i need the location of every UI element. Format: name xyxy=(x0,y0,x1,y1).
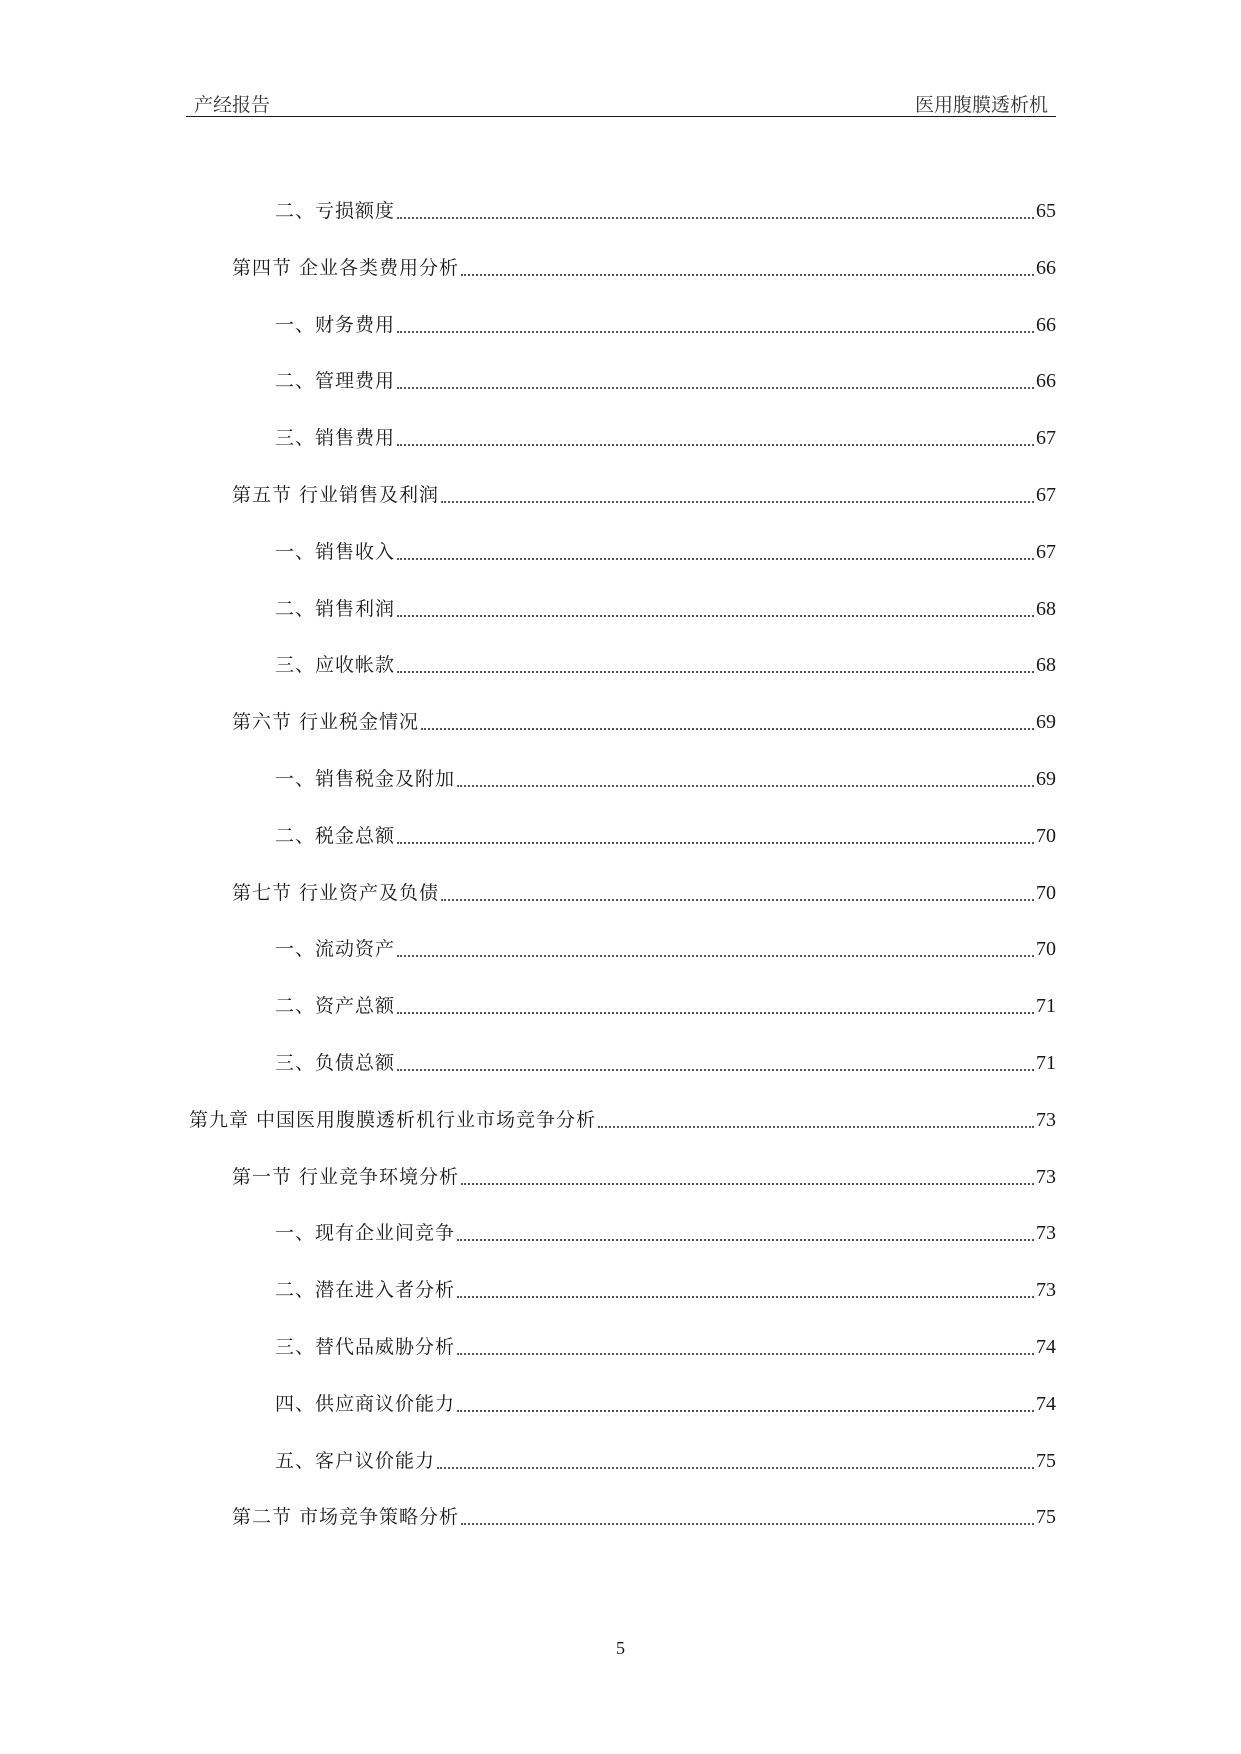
toc-entry[interactable] xyxy=(232,1162,1056,1192)
toc-entry-title: 二、税金总额 xyxy=(275,825,396,847)
toc-entry[interactable] xyxy=(232,480,1056,510)
toc-entry[interactable] xyxy=(232,1502,1056,1532)
toc-dot-leader xyxy=(598,1120,1034,1128)
toc-entry-title: 二、潜在进入者分析 xyxy=(275,1279,456,1301)
toc-dot-leader xyxy=(397,438,1034,446)
toc-entry-page: 75 xyxy=(1036,1506,1056,1528)
toc-entry[interactable] xyxy=(275,537,1056,567)
toc-entry-title: 四、供应商议价能力 xyxy=(275,1393,456,1415)
toc-entry-page: 74 xyxy=(1036,1336,1056,1358)
toc-entry-title: 五、客户议价能力 xyxy=(275,1450,436,1472)
toc-entry[interactable] xyxy=(232,878,1056,908)
toc-entry[interactable] xyxy=(275,991,1056,1021)
toc-dot-leader xyxy=(461,268,1034,276)
toc-entry-page: 66 xyxy=(1036,257,1056,279)
toc-entry[interactable] xyxy=(275,594,1056,624)
toc-entry[interactable] xyxy=(275,1218,1056,1248)
toc-dot-leader xyxy=(457,779,1034,787)
toc-entry-page: 66 xyxy=(1036,314,1056,336)
toc-dot-leader xyxy=(457,1347,1034,1355)
toc-dot-leader xyxy=(461,1517,1034,1525)
header-left-title: 产经报告 xyxy=(194,94,271,116)
toc-entry-title: 一、销售税金及附加 xyxy=(275,768,456,790)
toc-dot-leader xyxy=(441,893,1034,901)
toc-entry-title: 三、负债总额 xyxy=(275,1052,396,1074)
toc-entry[interactable] xyxy=(275,821,1056,851)
toc-entry[interactable] xyxy=(275,1275,1056,1305)
toc-entry-title: 第一节 行业竞争环境分析 xyxy=(232,1166,460,1188)
toc-dot-leader xyxy=(397,665,1034,673)
toc-dot-leader xyxy=(397,381,1034,389)
toc-dot-leader xyxy=(457,1404,1034,1412)
toc-dot-leader xyxy=(437,1461,1034,1469)
toc-entry-page: 74 xyxy=(1036,1393,1056,1415)
toc-entry-page: 67 xyxy=(1036,427,1056,449)
toc-entry[interactable] xyxy=(275,423,1056,453)
toc-entry-title: 第六节 行业税金情况 xyxy=(232,711,420,733)
toc-entry-title: 一、财务费用 xyxy=(275,314,396,336)
toc-entry-page: 73 xyxy=(1036,1166,1056,1188)
toc-entry[interactable] xyxy=(275,1048,1056,1078)
toc-entry-title: 第二节 市场竞争策略分析 xyxy=(232,1506,460,1528)
toc-entry[interactable] xyxy=(275,196,1056,226)
toc-entry-title: 第九章 中国医用腹膜透析机行业市场竞争分析 xyxy=(189,1109,597,1131)
page-number: 5 xyxy=(616,1638,625,1658)
toc-entry-page: 70 xyxy=(1036,882,1056,904)
toc-entry-page: 75 xyxy=(1036,1450,1056,1472)
toc-entry[interactable] xyxy=(275,310,1056,340)
toc-entry-page: 68 xyxy=(1036,598,1056,620)
toc-dot-leader xyxy=(397,1063,1034,1071)
toc-entry-page: 68 xyxy=(1036,654,1056,676)
toc-entry-title: 第七节 行业资产及负债 xyxy=(232,882,440,904)
toc-dot-leader xyxy=(457,1233,1034,1241)
toc-entry-page: 67 xyxy=(1036,484,1056,506)
toc-entry-title: 二、管理费用 xyxy=(275,370,396,392)
toc-entry-page: 71 xyxy=(1036,1052,1056,1074)
toc-entry-page: 73 xyxy=(1036,1109,1056,1131)
toc-dot-leader xyxy=(421,722,1034,730)
toc-entry-title: 三、替代品威胁分析 xyxy=(275,1336,456,1358)
toc-entry-title: 二、销售利润 xyxy=(275,598,396,620)
toc-entry[interactable] xyxy=(275,366,1056,396)
toc-entry-page: 65 xyxy=(1036,200,1056,222)
toc-entry-title: 第四节 企业各类费用分析 xyxy=(232,257,460,279)
toc-entry[interactable] xyxy=(275,1332,1056,1362)
toc-entry-title: 一、销售收入 xyxy=(275,541,396,563)
toc-entry-page: 73 xyxy=(1036,1279,1056,1301)
toc-entry-title: 一、流动资产 xyxy=(275,938,396,960)
toc-dot-leader xyxy=(397,552,1034,560)
toc-entry-page: 70 xyxy=(1036,825,1056,847)
toc-entry[interactable] xyxy=(275,1389,1056,1419)
toc-entry-page: 71 xyxy=(1036,995,1056,1017)
toc-dot-leader xyxy=(397,949,1034,957)
toc-entry-page: 67 xyxy=(1036,541,1056,563)
toc-entry-page: 66 xyxy=(1036,370,1056,392)
toc-entry-page: 69 xyxy=(1036,768,1056,790)
toc-entry-title: 第五节 行业销售及利润 xyxy=(232,484,440,506)
page-header xyxy=(186,84,1056,117)
toc-entry-title: 二、资产总额 xyxy=(275,995,396,1017)
toc-dot-leader xyxy=(397,609,1034,617)
toc-entry-title: 二、亏损额度 xyxy=(275,200,396,222)
toc-entry[interactable] xyxy=(275,934,1056,964)
toc-dot-leader xyxy=(457,1290,1034,1298)
toc-dot-leader xyxy=(397,1006,1034,1014)
toc-entry[interactable] xyxy=(275,650,1056,680)
header-right-title: 医用腹膜透析机 xyxy=(914,94,1048,116)
toc-entry-page: 69 xyxy=(1036,711,1056,733)
toc-entry-title: 三、销售费用 xyxy=(275,427,396,449)
toc-entry-page: 73 xyxy=(1036,1222,1056,1244)
toc-dot-leader xyxy=(397,325,1034,333)
toc-dot-leader xyxy=(397,836,1034,844)
toc-entry[interactable] xyxy=(232,253,1056,283)
toc-entry[interactable] xyxy=(275,764,1056,794)
toc-entry[interactable] xyxy=(232,707,1056,737)
toc-entry[interactable] xyxy=(189,1105,1056,1135)
toc-dot-leader xyxy=(461,1177,1034,1185)
toc-entry-title: 三、应收帐款 xyxy=(275,654,396,676)
toc-dot-leader xyxy=(441,495,1034,503)
toc-entry[interactable] xyxy=(275,1446,1056,1476)
toc-entry-page: 70 xyxy=(1036,938,1056,960)
toc-dot-leader xyxy=(397,211,1034,219)
toc-entry-title: 一、现有企业间竞争 xyxy=(275,1222,456,1244)
